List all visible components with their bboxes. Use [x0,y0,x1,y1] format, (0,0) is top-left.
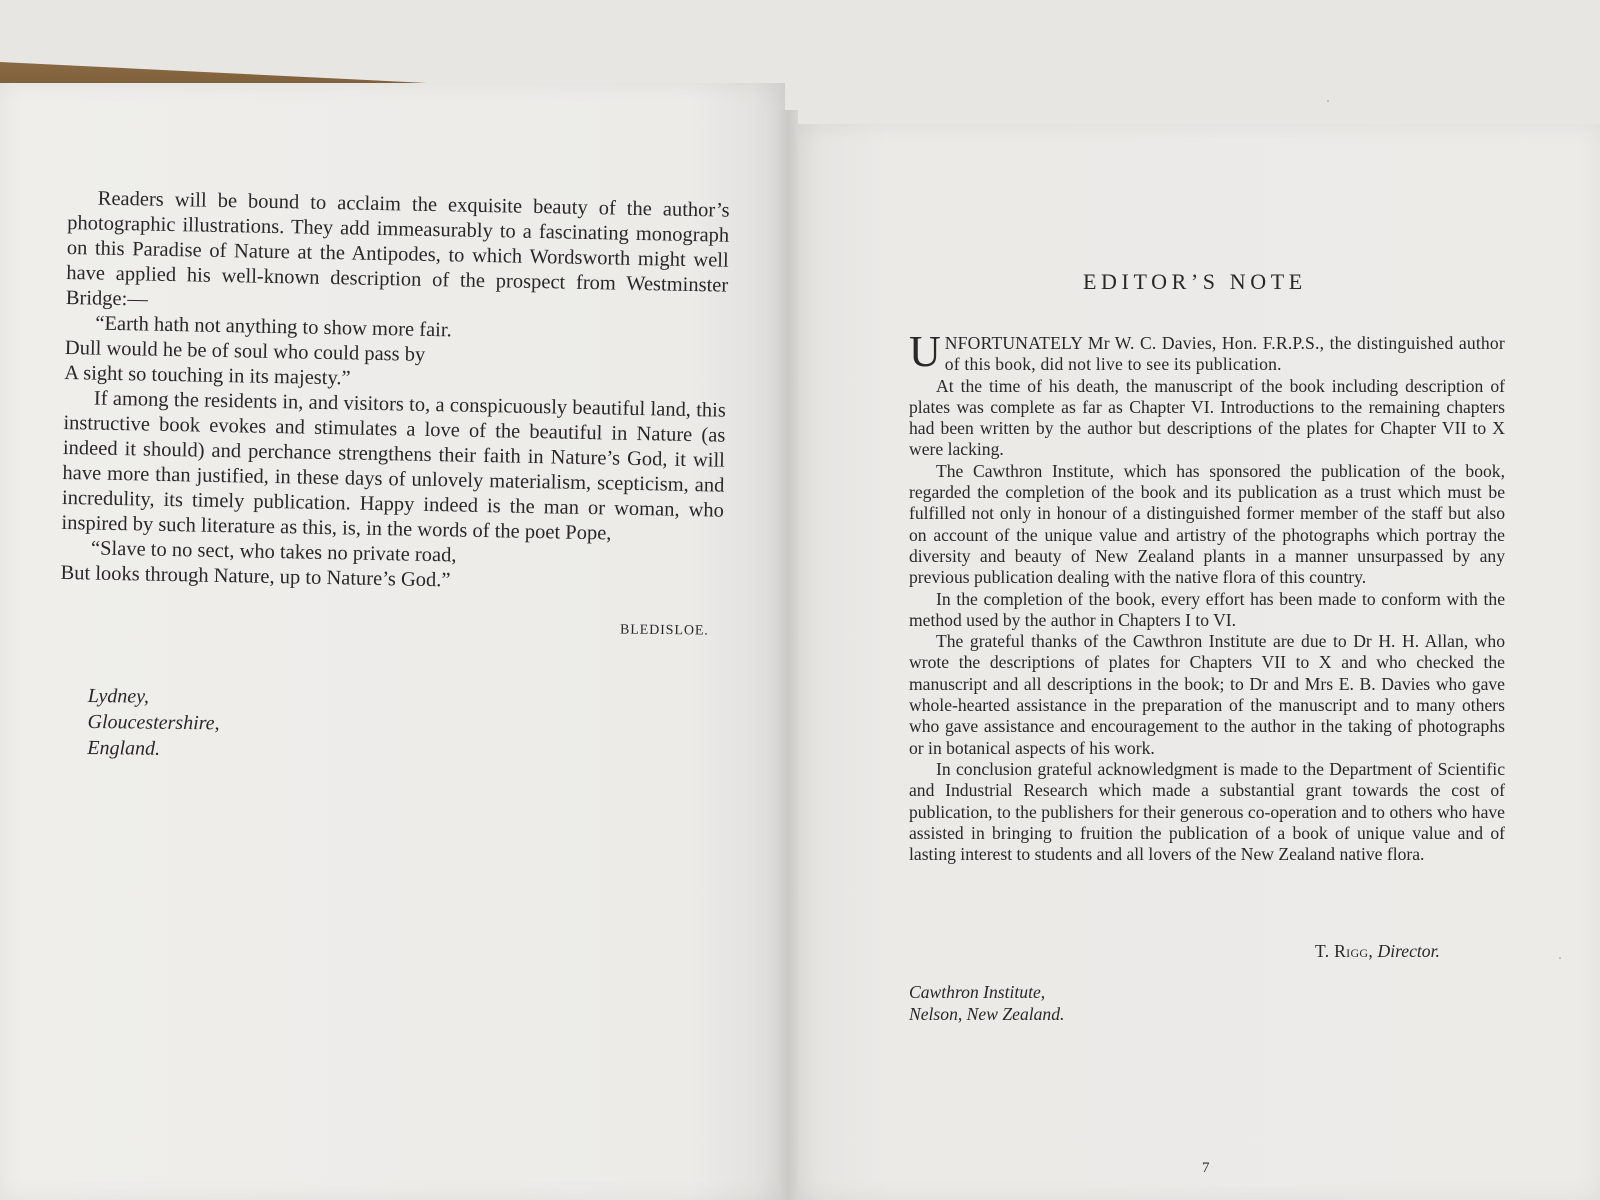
editor-first-paragraph-text: NFORTUNATELY Mr W. C. Davies, Hon. F.R.P.S., the distinguished author of this book, did not live to see its publication. [944,333,1505,375]
editor-paragraph-6: In conclusion grateful acknowledgment is made to the Department of Scientific and Industrial Research which made a substantial grant towards the cost of publication, to the publishers for their generous co-operation and to others who have assisted in bringing to fruition the publication of a book of unique value and of lasting interest to students and all lovers of the New Zealand native flora. [909,758,1505,865]
editor-signature [1315,941,1440,962]
drop-cap: U [909,327,941,376]
right-place-block [909,981,1064,1025]
left-place-line-1: Lydney, [87,684,150,708]
editor-signature-title: Director. [1377,941,1440,961]
book-gutter [780,110,798,1200]
editor-paragraph-2: At the time of his death, the manuscript of the book including description of plates was complete as far as Chapter VI. Introductions to the remaining chapters had been written by the author but descriptions of the plates for Chapter VII to X were lacking. [909,375,1505,460]
left-place-block [87,684,220,763]
editor-paragraph-3: The Cawthron Institute, which has sponsored the publication of the book, regarded the completion of the book and its publication as a trust which must be fulfilled not only in honour of a distinguished former member of the staff but also on account of the unique value and artistry of the photographs which portray the diversity and beauty of New Zealand plants in a manner unsurpassed by any previous publication dealing with the native flora of this country. [909,460,1505,588]
editor-note-text [909,327,1505,865]
editor-note-title: EDITOR’S NOTE [1083,269,1307,294]
pope-quote: “Slave to no sect, who takes no private road, But looks through Nature, up to Nature’s God.” [60,537,457,592]
paper-speck [1327,100,1329,102]
right-place-line-2: Nelson, New Zealand. [909,1004,1065,1024]
left-page-text [60,186,730,599]
left-paragraph-two: If among the residents in, and visitors to, a conspicuously beautiful land, this instructive book evokes and stimulates a love of the beautiful in Nature (as indeed it should) and perchance strengthens their faith in Nature’s God, it will have more than justified, in these days of unlovely materialism, scepticism, and incredulity, its timely publication. Happy indeed is the man or woman, who inspired by such literature as this, is, in the words of the poet Pope, [61,387,727,545]
right-place-line-1: Cawthron Institute, [909,982,1046,1002]
paper-speck [1559,957,1561,959]
editor-signature-name: T. Rigg, [1315,941,1374,961]
left-place-line-2: Gloucestershire, [87,710,220,735]
editor-first-paragraph [909,327,1505,376]
left-place-line-3: England. [87,736,161,760]
editor-paragraph-4: In the completion of the book, every effort has been made to conform with the method used by the author in Chapters I to VI. [909,588,1505,630]
left-signature: BLEDISLOE. [619,622,709,639]
editor-paragraph-5: The grateful thanks of the Cawthron Institute are due to Dr H. H. Allan, who wrote the descriptions of plates for Chapters VII to X and who checked the manuscript and all descriptions in the book; to Dr and Mrs E. B. Davies who gave whole-hearted assistance in the preparation of the manuscript and to many others who gave assistance and encouragement to the author in the taking of photographs or in botanical aspects of his work. [909,631,1505,758]
left-paragraph-one: Readers will be bound to acclaim the exquisite beauty of the author’s photographic illustrations. They add immeasurably to a fascinating monograph on this Paradise of Nature at the Antipodes, to which Wordsworth might well have applied his well-known description of the prospect from Westminster Bridge:— [65,187,730,311]
wordsworth-quote: “Earth hath not anything to show more fair. Dull would he be of soul who could pass by A sight so touching in its majesty.” [64,312,452,390]
page-number: 7 [1202,1160,1210,1176]
